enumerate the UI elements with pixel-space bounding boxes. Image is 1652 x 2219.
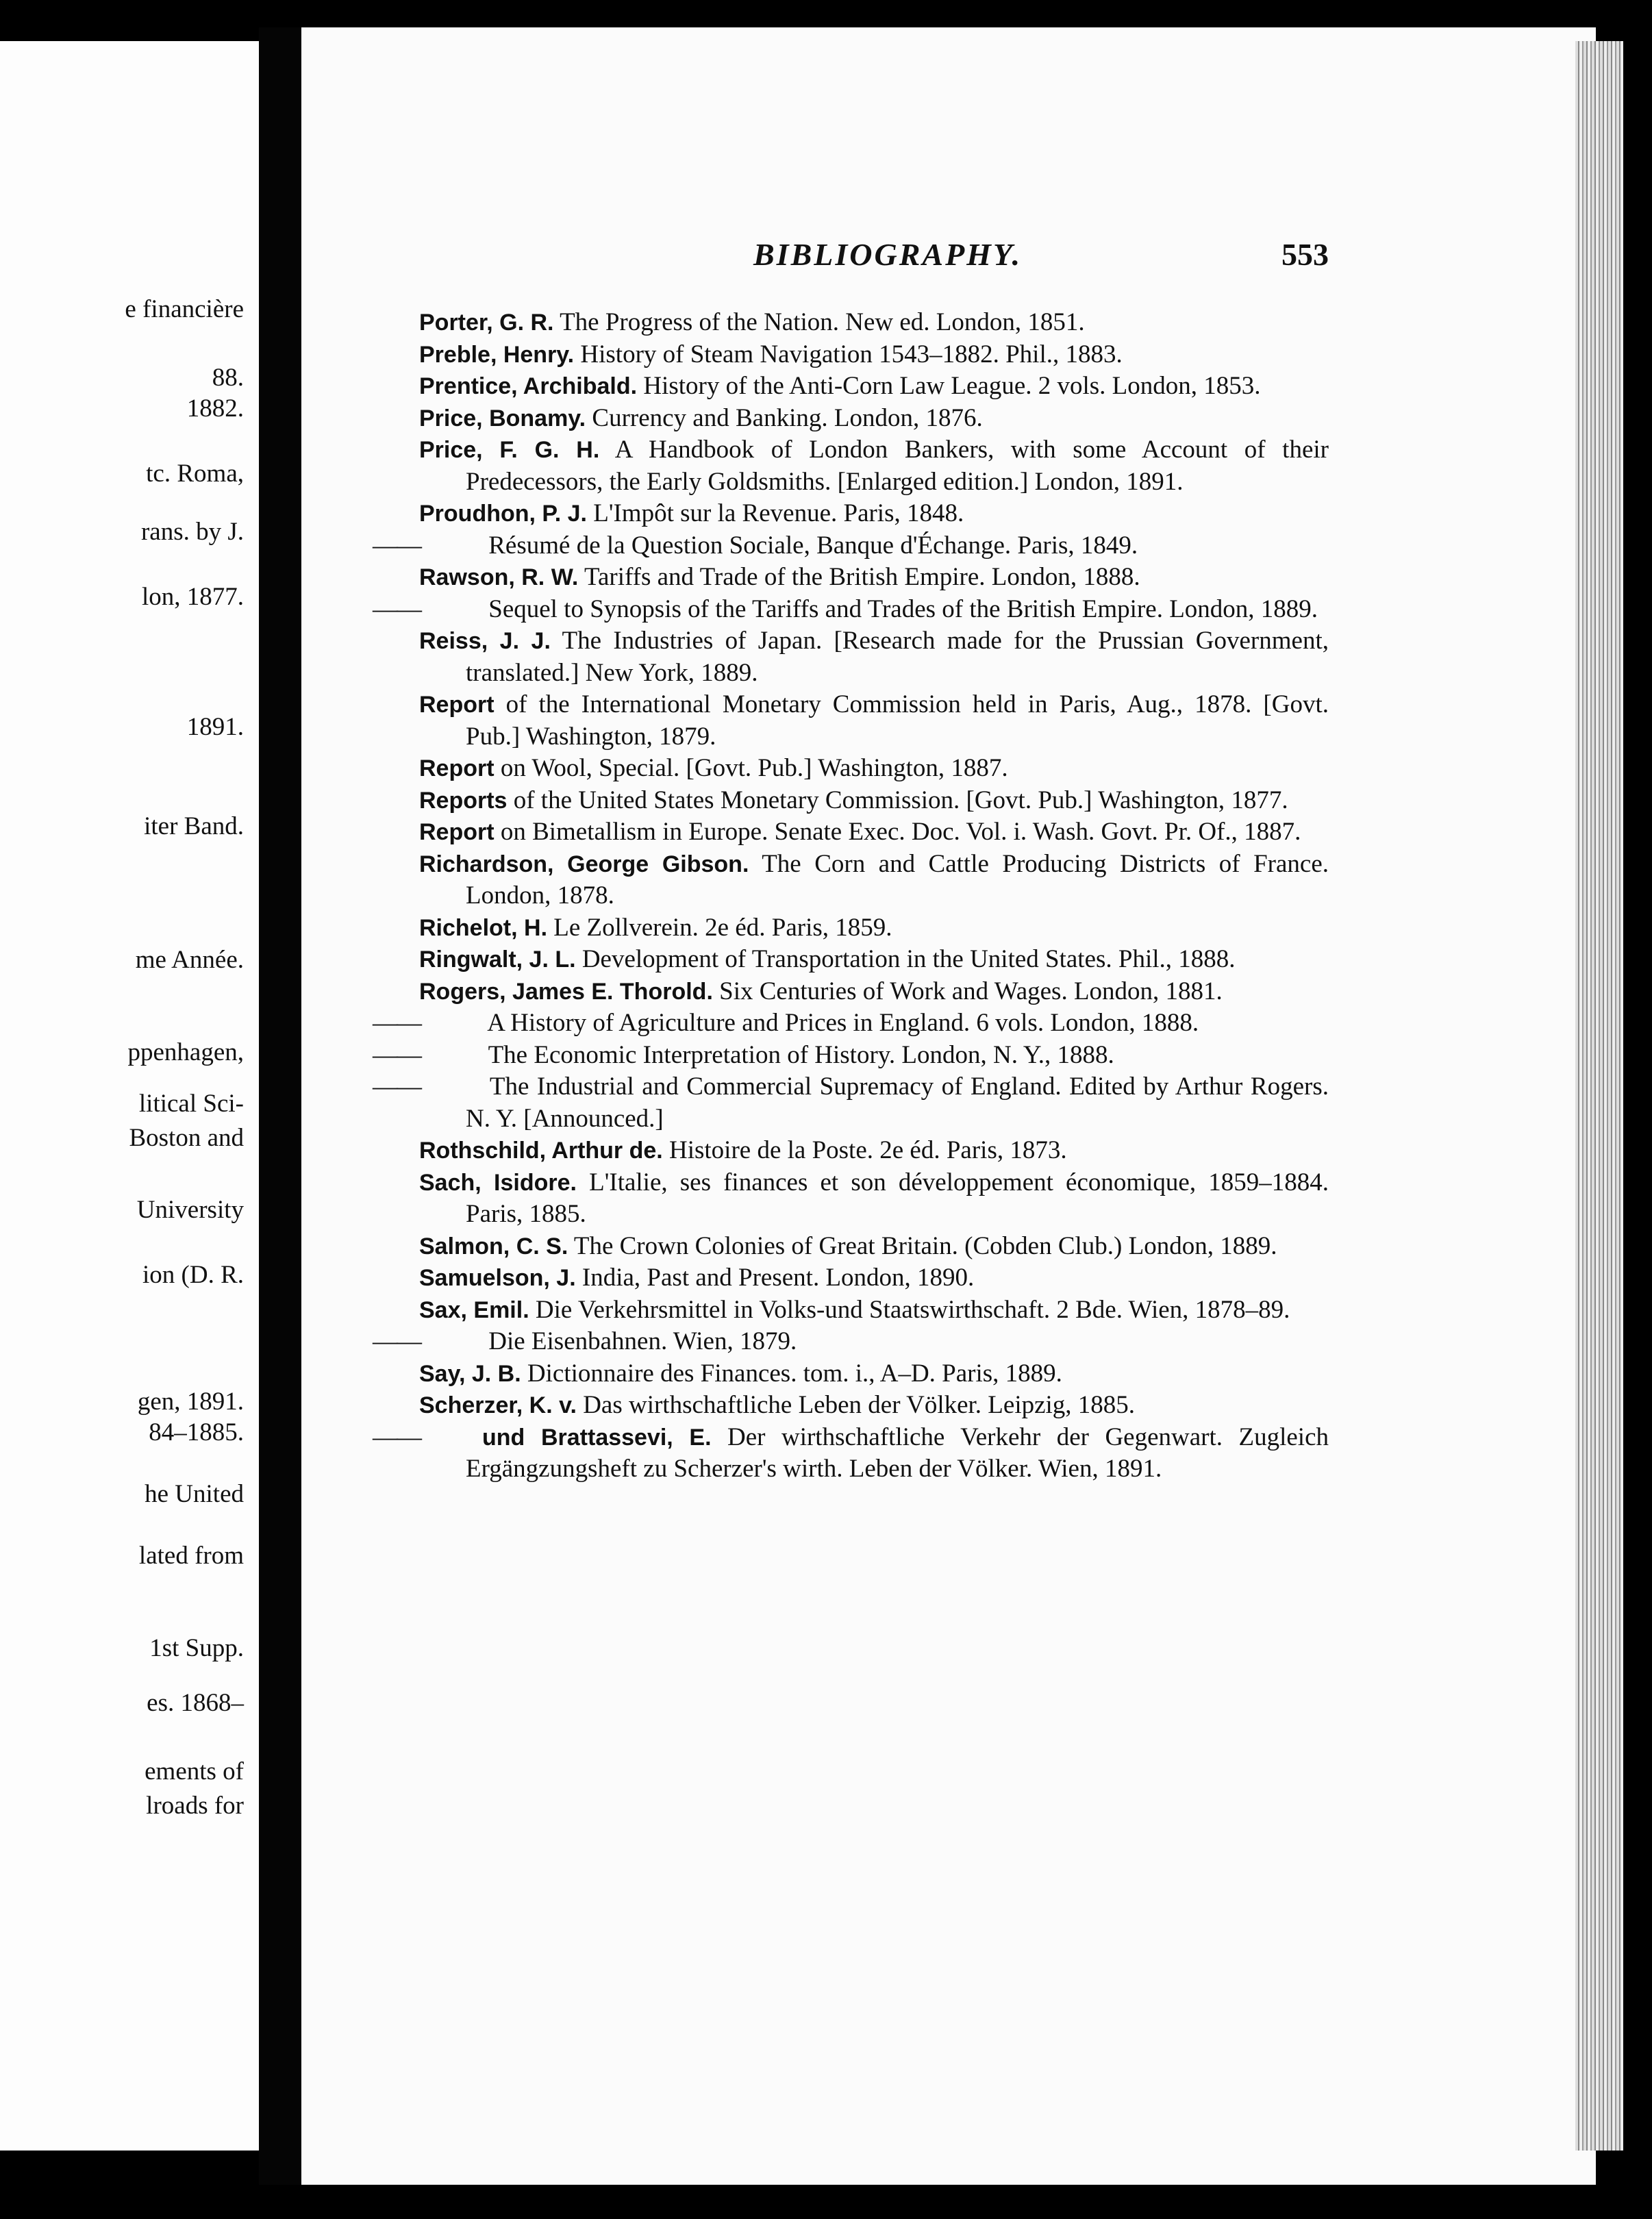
entry-author: Report [419,692,495,718]
ditto-dash: —— [373,1327,421,1355]
left-page-text-fragment: rans. by J. [140,518,244,546]
entry-text: The Corn and Cattle Producing Districts of France. London, 1878. [466,849,1329,910]
bibliography-entry [419,816,1329,849]
bibliography-entry [419,371,1329,403]
left-page-text-fragment: 88. [212,364,244,392]
entry-text: A History of Agriculture and Prices in England. 6 vols. London, 1888. [482,1009,1199,1037]
entry-text: of the United States Monetary Commission. [Govt. Pub.] Washington, 1877. [507,786,1288,814]
entry-author: Proudhon, P. J. [419,501,587,527]
left-page-text-fragment: ion (D. R. [142,1261,244,1289]
left-page-text-fragment: 84–1885. [149,1418,244,1446]
entry-text: Le Zollverein. 2e éd. Paris, 1859. [547,913,892,942]
entry-author: Reports [419,787,508,814]
entry-text: India, Past and Present. London, 1890. [575,1264,975,1292]
left-page-text-fragment: litical Sci- [138,1090,244,1118]
entry-author: Scherzer, K. v. [419,1392,577,1418]
bibliography-entry [373,1326,1329,1358]
left-page-text-fragment: Boston and [129,1124,244,1152]
bibliography-entry [419,498,1329,530]
ditto-dash: —— [373,1040,421,1069]
left-page-text-fragment: iter Band. [144,812,244,840]
entry-text: Die Eisenbahnen. Wien, 1879. [482,1327,797,1355]
entry-text: Histoire de la Poste. 2e éd. Paris, 1873. [662,1136,1067,1164]
entry-author: Report [419,755,495,781]
bibliography-entry [419,689,1329,753]
bibliography-entry [373,1071,1329,1135]
ditto-dash: —— [373,1073,421,1101]
left-page-text-fragment: ements of [145,1757,244,1785]
entry-text: History of the Anti-Corn Law League. 2 vols. London, 1853. [637,372,1261,400]
entry-author: Report [419,819,495,845]
entry-text: Six Centuries of Work and Wages. London, 1881. [712,977,1223,1005]
entry-text: Currency and Banking. London, 1876. [586,403,983,432]
left-page-text-fragment: me Année. [135,946,244,974]
entry-author: Rawson, R. W. [419,564,579,590]
left-page-text-fragment: lon, 1877. [141,583,244,611]
entry-author: Price, F. G. H. [419,437,600,463]
bibliography-entry [419,562,1329,594]
bibliography-entry [419,434,1329,498]
entry-text: Dictionnaire des Finances. tom. i., A–D. Paris, 1889. [521,1359,1062,1388]
entry-text: Das wirthschaftliche Leben der Völker. Leipzig, 1885. [576,1391,1136,1419]
entry-author: Say, J. B. [419,1360,521,1387]
left-page-text-fragment: he United [145,1480,244,1508]
page-edges [1575,41,1623,2151]
entry-text: on Bimetallism in Europe. Senate Exec. Doc. Vol. i. Wash. Govt. Pr. Of., 1887. [494,818,1301,846]
entry-text: on Wool, Special. [Govt. Pub.] Washington, 1887. [494,754,1008,782]
bibliography-entry [419,976,1329,1008]
left-page-text-fragment: gen, 1891. [137,1388,244,1416]
left-page-text-fragment: 1891. [186,713,244,741]
entry-text: A Handbook of London Bankers, with some Account of their Predecessors, the Early Goldsmiths. [Enlarged edition.] London, 1891. [466,436,1329,496]
bibliography-entry [419,339,1329,371]
entry-author: Samuelson, J. [419,1265,576,1291]
bibliography-entry [373,1422,1329,1485]
bibliography-entry [419,1135,1329,1167]
bibliography-entry [419,1167,1329,1231]
entry-text: Development of Transportation in the United States. Phil., 1888. [575,945,1236,973]
bibliography-entry [419,1390,1329,1422]
bibliography-entry [419,307,1329,339]
bibliography-entry [419,1358,1329,1390]
entry-text: The Progress of the Nation. New ed. London, 1851. [553,308,1085,336]
entry-author: Richardson, George Gibson. [419,851,749,877]
entry-text: L'Impôt sur la Revenue. Paris, 1848. [586,499,964,527]
bibliography-entry [419,1231,1329,1263]
entry-author: Reiss, J. J. [419,628,551,654]
ditto-dash: —— [373,1009,421,1037]
page-number: 553 [1281,237,1329,272]
bibliography-entry [419,849,1329,912]
left-page-text-fragment: 1882. [186,394,244,423]
running-title: BIBLIOGRAPHY. [753,237,1023,272]
left-page-text-fragment: lated from [138,1542,244,1570]
entry-author: Rogers, James E. Thorold. [419,978,713,1005]
bibliography-entry [419,753,1329,785]
bibliography-entry [419,944,1329,976]
entry-author: Price, Bonamy. [419,405,586,431]
ditto-dash: —— [373,531,421,560]
entry-author: Porter, G. R. [419,310,554,336]
ditto-dash: —— [373,1422,421,1451]
entry-text: Résumé de la Question Sociale, Banque d'Échange. Paris, 1849. [482,531,1138,560]
left-page-text-fragment: e financière [125,295,244,323]
entry-text: The Crown Colonies of Great Britain. (Cobden Club.) London, 1889. [568,1231,1277,1260]
entry-text: L'Italie, ses finances et son développement économique, 1859–1884. Paris, 1885. [466,1168,1329,1228]
bibliography-entry [373,1007,1329,1040]
entry-author: Richelot, H. [419,914,548,941]
left-page-text-fragment: University [136,1196,244,1224]
entry-author: Prentice, Archibald. [419,373,638,399]
entry-text: The Economic Interpretation of History. London, N. Y., 1888. [482,1040,1114,1069]
entry-text: History of Steam Navigation 1543–1882. Phil., 1883. [574,340,1123,368]
book-gutter [259,27,301,2185]
entry-author: Rothschild, Arthur de. [419,1138,663,1164]
bibliography-entry [373,594,1329,626]
bibliography-entry [419,912,1329,944]
bibliography-entry [419,1262,1329,1294]
previous-page-fragment [0,41,259,2151]
bibliography-entries [373,307,1329,1485]
bibliography-entry [419,1294,1329,1327]
bibliography-entry [373,1040,1329,1072]
entry-text: The Industries of Japan. [Research made for the Prussian Government, translated.] New York, 1889. [466,627,1329,687]
left-page-text-fragment: 1st Supp. [149,1634,244,1662]
entry-author: Salmon, C. S. [419,1233,568,1259]
bibliography-entry [419,403,1329,435]
entry-author: Ringwalt, J. L. [419,946,576,973]
entry-author: Sax, Emil. [419,1296,529,1323]
entry-text: Die Verkehrsmittel in Volks-und Staatswirthschaft. 2 Bde. Wien, 1878–89. [529,1295,1290,1324]
left-page-text-fragment: ppenhagen, [127,1038,244,1066]
left-page-text-fragment: tc. Roma, [146,460,244,488]
left-page-text-fragment: es. 1868– [147,1689,244,1717]
entry-author: Preble, Henry. [419,341,575,368]
entry-author: und Brattassevi, E. [482,1424,712,1451]
bibliography-entry [373,530,1329,562]
entry-author: Sach, Isidore. [419,1169,577,1196]
running-head [753,236,1329,271]
bibliography-entry [419,785,1329,817]
left-page-text-fragment: lroads for [146,1792,244,1820]
entry-text: The Industrial and Commercial Supremacy of England. Edited by Arthur Rogers. N. Y. [Announced.] [466,1073,1329,1133]
bibliography-entry [419,625,1329,689]
entry-text: of the International Monetary Commission held in Paris, Aug., 1878. [Govt. Pub.] Washington, 1879. [466,690,1329,751]
entry-text: Sequel to Synopsis of the Tariffs and Trades of the British Empire. London, 1889. [482,594,1318,623]
entry-text: Tariffs and Trade of the British Empire. London, 1888. [578,563,1140,591]
ditto-dash: —— [373,594,421,623]
entry-text: Der wirthschaftliche Verkehr der Gegenwart. Zugleich Ergängzungsheft zu Scherzer's wirth. Leben der Völker. Wien, 1891. [466,1422,1329,1483]
